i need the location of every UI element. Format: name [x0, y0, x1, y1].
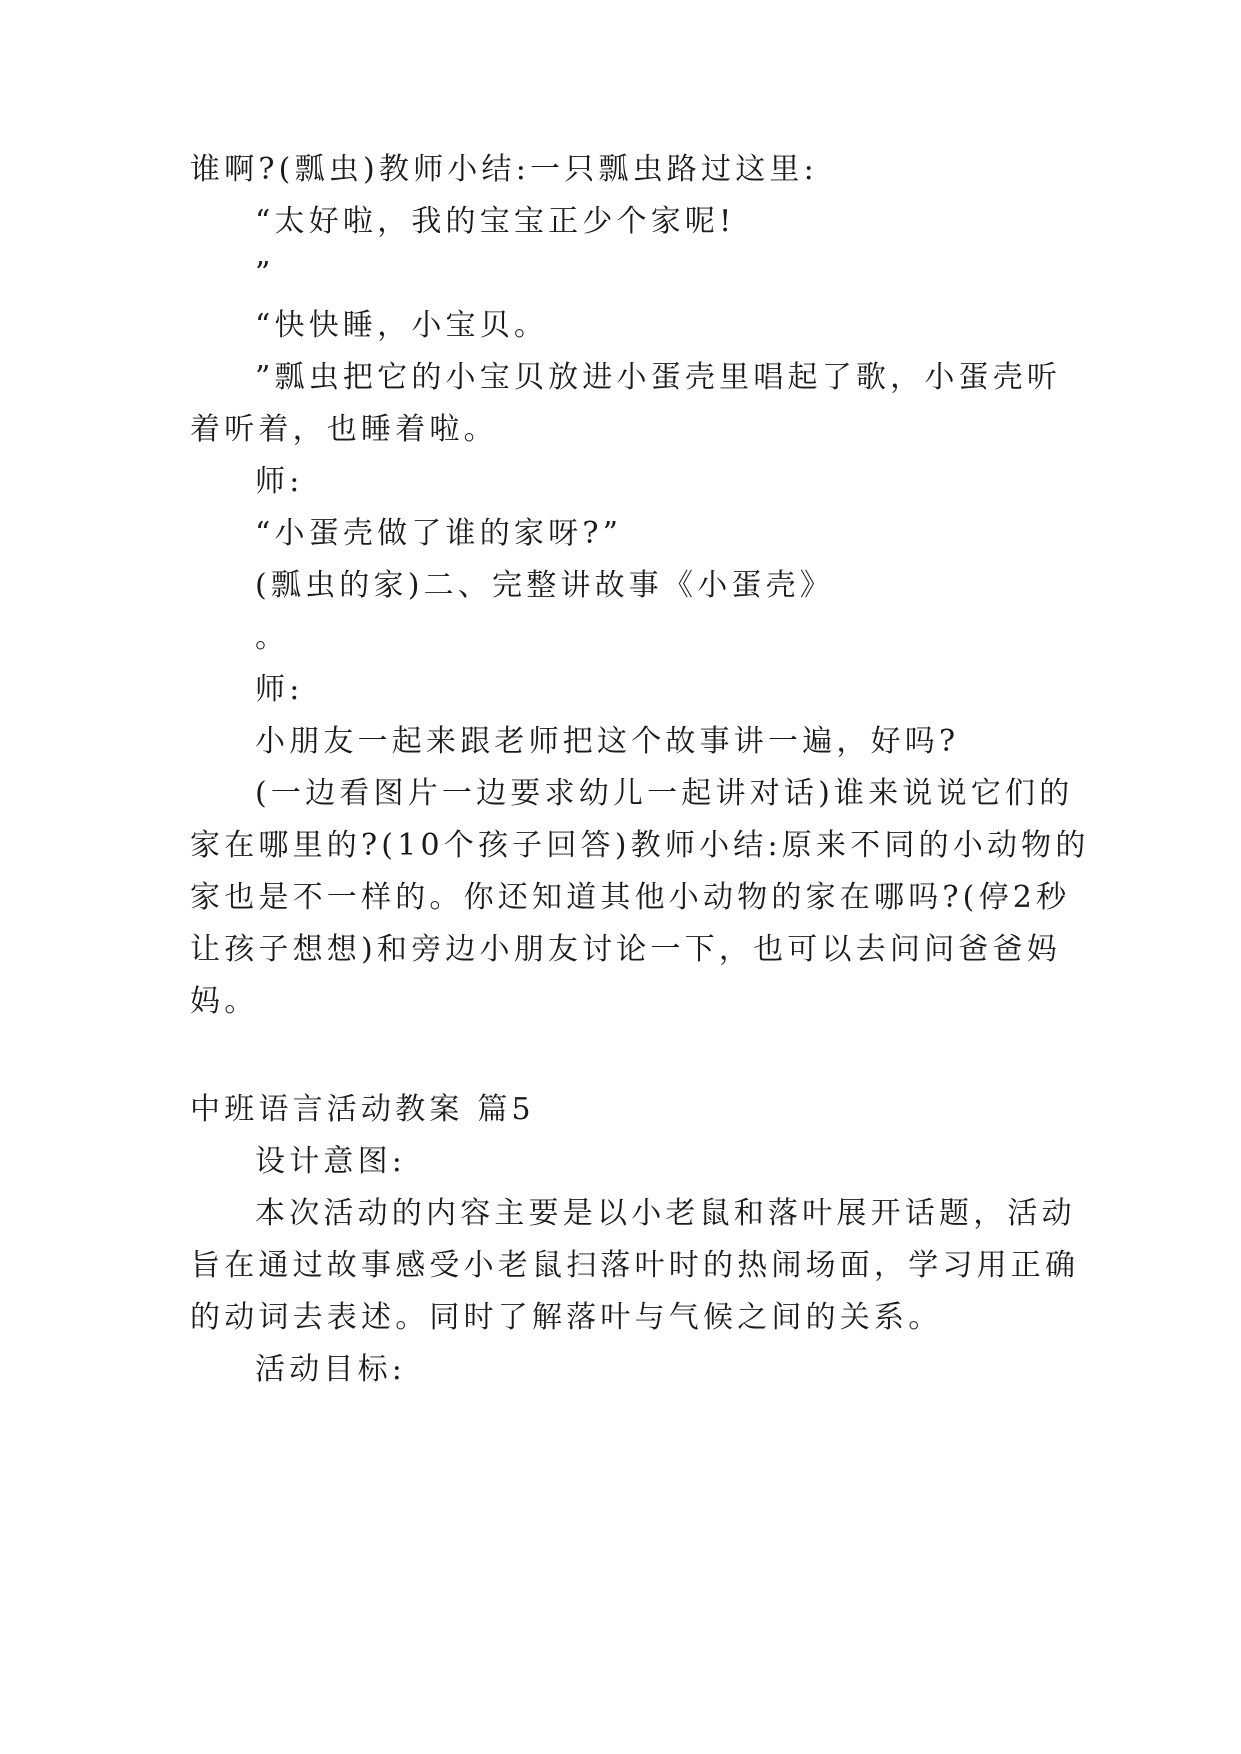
- paragraph-line: 本次活动的内容主要是以小老鼠和落叶展开话题，活动: [255, 1196, 1076, 1231]
- paragraph-line: 的动词去表述。同时了解落叶与气候之间的关系。: [190, 1300, 943, 1335]
- paragraph-line: 妈。: [190, 984, 259, 1019]
- paragraph-line: 家也是不一样的。你还知道其他小动物的家在哪吗?(停2秒: [190, 880, 1071, 915]
- paragraph-line: 设计意图:: [255, 1144, 407, 1179]
- paragraph-line: 旨在通过故事感受小老鼠扫落叶时的热闹场面，学习用正确: [190, 1248, 1080, 1283]
- paragraph-line: ”瓢虫把它的小宝贝放进小蛋壳里唱起了歌，小蛋壳听: [255, 360, 1062, 395]
- paragraph-line: 师:: [255, 672, 304, 707]
- paragraph-line: 小朋友一起来跟老师把这个故事讲一遍，好吗?: [255, 724, 960, 759]
- paragraph-line: (瓢虫的家)二、完整讲故事《小蛋壳》: [255, 568, 835, 603]
- paragraph-line: 师:: [255, 464, 304, 499]
- paragraph-line: 家在哪里的?(10个孩子回答)教师小结:原来不同的小动物的: [190, 828, 1090, 863]
- paragraph-line: “快快睡，小宝贝。: [255, 308, 549, 343]
- paragraph-line: 。: [255, 620, 290, 655]
- section-heading: 中班语言活动教案 篇5: [190, 1092, 535, 1127]
- paragraph-line: 让孩子想想)和旁边小朋友讨论一下，也可以去问问爸爸妈: [190, 932, 1061, 967]
- paragraph-line: ”: [255, 256, 275, 291]
- paragraph-line: “小蛋壳做了谁的家呀?”: [255, 516, 623, 551]
- paragraph-line: 着听着，也睡着啦。: [190, 412, 498, 447]
- paragraph-line: 谁啊?(瓢虫)教师小结:一只瓢虫路过这里:: [190, 152, 818, 187]
- paragraph-line: (一边看图片一边要求幼儿一起讲对话)谁来说说它们的: [255, 776, 1074, 811]
- paragraph-line: “太好啦，我的宝宝正少个家呢!: [255, 204, 736, 239]
- paragraph-line: 活动目标:: [255, 1352, 407, 1387]
